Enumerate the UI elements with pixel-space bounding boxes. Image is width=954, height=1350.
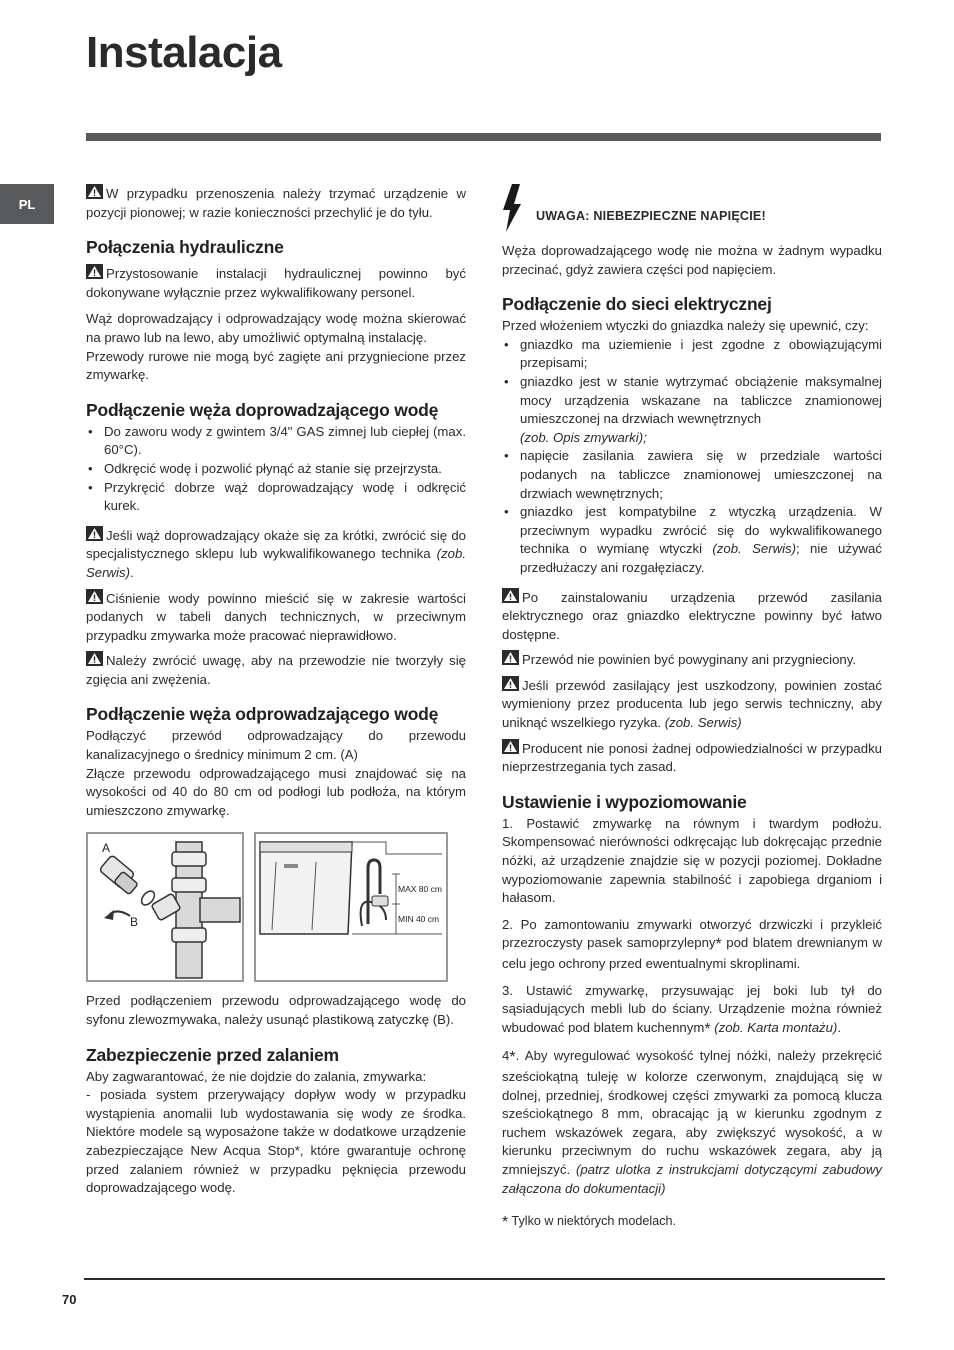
warning-icon [86, 651, 103, 666]
hydraulic-para2: Przewody rurowe nie mogą być zagięte ani przygniecione przez zmywarkę. [86, 348, 466, 383]
inlet-warning1: Jeśli wąż doprowadzający okaże się za krótki, zwrócić się do specjalistycznego sklepu lub wykwalifikowanego technika (zob. Serwis). [86, 527, 466, 580]
warning-icon [502, 650, 519, 665]
header-rule [86, 133, 881, 141]
hydraulic-heading: Połączenia hydrauliczne [86, 237, 284, 258]
electric-intro: Przed włożeniem wtyczki do gniazdka należy się upewnić, czy: [502, 318, 869, 334]
page-title: Instalacja [86, 28, 282, 77]
warning-icon [86, 184, 103, 199]
page-number: 70 [62, 1292, 77, 1307]
height-figure [254, 832, 448, 982]
list-item: • gniazdko jest kompatybilne z wtyczką urządzenia. W przeciwnym wypadku zwrócić się do wykwalifikowanego technika o wymianę wtyczki (zob. Serwis); nie używać przedłużaczy ani rozgałęziaczy. [502, 503, 882, 577]
outlet-para2: Złącze przewodu odprowadzającego musi znajdować się na wysokości od 40 do 80 cm od podłogi lub podłoża, na którym umieszczono zmywarkę. [86, 765, 466, 818]
svg-text:MAX 80 cm: MAX 80 cm [398, 884, 442, 895]
list-item: • Odkręcić wodę i pozwolić płynąć aż stanie się przejrzysta. [86, 460, 466, 479]
inlet-list [86, 423, 466, 516]
dishwasher-height-illustration [256, 834, 446, 964]
intro-warning: W przypadku przenoszenia należy trzymać urządzenie w pozycji pionowej; w razie konieczności przechylić je do tyłu. [86, 186, 466, 220]
left-column [86, 184, 466, 1198]
electric-warning2: Przewód nie powinien być powyginany ani przygnieciony. [502, 650, 882, 670]
warning-icon [86, 526, 103, 541]
leveling-heading: Ustawienie i wypoziomowanie [502, 791, 747, 812]
svg-text:B: B [130, 915, 139, 930]
warning-icon [86, 264, 103, 279]
svg-text:A: A [102, 841, 111, 856]
warning-icon [502, 588, 519, 603]
language-tab: PL [0, 184, 54, 224]
right-column [502, 184, 882, 1233]
leveling-p4: 4*. Aby wyregulować wysokość tylnej nóżki, należy przekręcić sześciokątną tuleję w kolorze czerwonym, znajdującą się w dolnej, przedniej, środkowej części zmywarki za pomocą klucza sześciokątnego 8 mm, obracając ją w kierunku zgodnym z ruchem wskazówek zegara, aby zwiększyć wysokość, a w kierunku przeciwnym do ruchu wskazówek zegara, aby ją zmniejszyć. (patrz ulotka z instrukcjami dotyczącymi zabudowy załączona do dokumentacji) [502, 1048, 882, 1196]
lightning-icon [502, 184, 522, 232]
hydraulic-warning: Przystosowanie instalacji hydraulicznej powinno być dokonywane wyłącznie przez wykwalifikowany personel. [86, 266, 466, 300]
outlet-para3: Przed podłączeniem przewodu odprowadzającego wodę do syfonu zlewozmywaka, należy usunąć plastikową zatyczkę (B). [86, 993, 466, 1028]
flood-para1: Aby zagwarantować, że nie dojdzie do zalania, zmywarka: [86, 1068, 427, 1084]
warning-icon [502, 739, 519, 754]
list-item: • gniazdko ma uziemienie i jest zgodne z obowiązującymi przepisami; [502, 336, 882, 373]
voltage-warning-row [502, 184, 882, 232]
list-item: • gniazdko jest w stanie wytrzymać obciążenie maksymalnej mocy urządzenia wskazane na tabliczce znamionowej umieszczonej na drzwiach wewnętrznych (zob. Opis zmywarki); [502, 373, 882, 447]
inlet-warning2: Ciśnienie wody powinno mieścić się w zakresie wartości podanych w tabeli danych technicznych, w przeciwnym przypadku zmywarka może pracować nieprawidłowo. [86, 590, 466, 643]
outlet-heading: Podłączenie węża odprowadzającego wodę [86, 704, 439, 725]
footnote: * Tylko w niektórych modelach. [502, 1214, 677, 1232]
siphon-figure [86, 832, 244, 982]
warning-icon [502, 676, 519, 691]
electric-warning4: Producent nie ponosi żadnej odpowiedzialności w przypadku nieprzestrzegania tych zasad. [502, 740, 882, 775]
leveling-p3: 3. Ustawić zmywarkę, przysuwając jej boki lub tył do sąsiadujących mebli lub do ściany. Urządzenie można również wbudować pod blatem kuchennym* (zob. Karta montażu). [502, 982, 882, 1038]
voltage-text: Węża doprowadzającego wodę nie można w żadnym wypadku przecinać, gdyż zawiera części pod napięciem. [502, 243, 882, 277]
electric-warning1: Po zainstalowaniu urządzenia przewód zasilania elektrycznego oraz gniazdko elektryczne powinny być łatwo dostępne. [502, 589, 882, 642]
voltage-label: UWAGA: NIEBEZPIECZNE NAPIĘCIE! [536, 209, 766, 224]
flood-para2: - posiada system przerywający dopływ wody w przypadku wystąpienia anomalii lub wydostawania się wody ze środka. Niektóre modele są wyposażone także w dodatkowe urządzenie zabezpieczające New Acqua Stop*, które gwarantuje ochronę przed zalaniem również w przypadku pęknięcia przewodu doprowadzającego wodę. [86, 1087, 466, 1196]
siphon-illustration [88, 834, 242, 980]
list-item: • Przykręcić dobrze wąż doprowadzający wodę i odkręcić kurek. [86, 479, 466, 516]
inlet-warning3: Należy zwrócić uwagę, aby na przewodzie nie tworzyły się zgięcia ani zwężenia. [86, 653, 466, 687]
flood-heading: Zabezpieczenie przed zalaniem [86, 1044, 339, 1065]
list-item: • napięcie zasilania zawiera się w przedziale wartości podanych na tabliczce znamionowej umieszczonej na drzwiach wewnętrznych; [502, 447, 882, 503]
electric-list [502, 336, 882, 578]
warning-icon [86, 589, 103, 604]
electric-heading: Podłączenie do sieci elektrycznej [502, 294, 772, 315]
leveling-p2: 2. Po zamontowaniu zmywarki otworzyć drzwiczki i przykleić przezroczysty pasek samoprzylepny* pod blatem drewnianym w celu jego ochrony przed ewentualnymi skroplinami. [502, 916, 883, 971]
leveling-p1: 1. Postawić zmywarkę na równym i twardym podłożu. Skompensować nierówności odkręcając lub dokręcając przednie nóżki, aż urządzenie znajdzie się w pozycji poziomej. Dokładne wypoziomowanie zapewnia stabilność i zapobiega drganiom i hałasom. [502, 815, 882, 906]
inlet-heading: Podłączenie węża doprowadzającego wodę [86, 399, 439, 420]
drain-figures [86, 832, 466, 982]
footer-rule [84, 1278, 885, 1280]
list-item: • Do zaworu wody z gwintem 3/4" GAS zimnej lub ciepłej (max. 60°C). [86, 423, 466, 460]
svg-text:MIN 40 cm: MIN 40 cm [398, 914, 440, 925]
electric-warning3: Jeśli przewód zasilający jest uszkodzony, powinien zostać wymieniony przez producenta lub jego serwis techniczny, aby uniknąć wszelkiego ryzyka. (zob. Serwis) [502, 677, 882, 731]
outlet-para1: Podłączyć przewód odprowadzający do przewodu kanalizacyjnego o średnicy minimum 2 cm. (A) [86, 728, 466, 763]
hydraulic-para1: Wąż doprowadzający i odprowadzający wodę można skierować na prawo lub na lewo, aby umożliwić optymalną instalację. [86, 311, 466, 345]
